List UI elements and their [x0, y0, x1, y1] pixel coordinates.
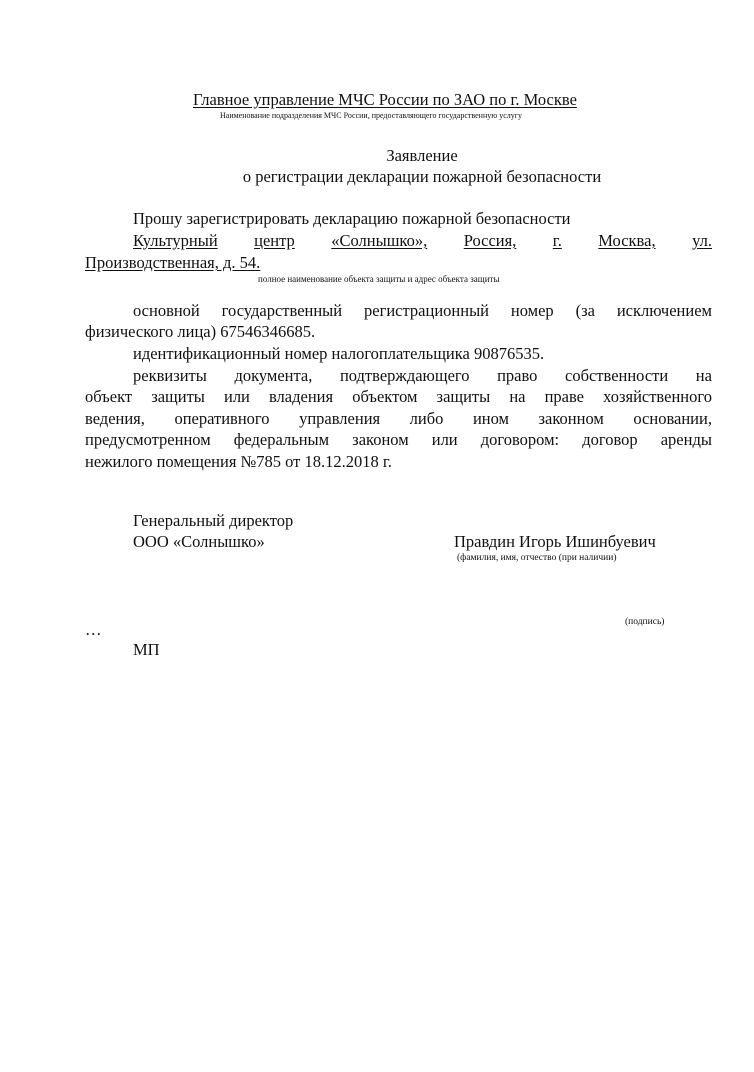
word: Москва,: [598, 231, 656, 250]
requisites-line-5: нежилого помещения №785 от 18.12.2018 г.: [85, 452, 392, 471]
word: управления: [299, 409, 381, 428]
object-name-line-1: [133, 231, 712, 251]
requisites-line-3: [85, 409, 712, 429]
signature-caption: (подпись): [625, 617, 665, 627]
word: предусмотренном: [85, 430, 211, 449]
word: защиты: [151, 387, 205, 406]
word: договором:: [480, 430, 560, 449]
word: либо: [409, 409, 444, 428]
word: собственности: [565, 366, 669, 385]
word: основании,: [633, 409, 712, 428]
word: хозяйственного: [603, 387, 712, 406]
inn-line: идентификационный номер налогоплательщика 90876535.: [133, 344, 545, 363]
word: владения: [268, 387, 334, 406]
signer-position: Генеральный директор: [133, 511, 294, 530]
signer-full-name: Правдин Игорь Ишинбуевич: [454, 532, 656, 551]
word: основной: [133, 301, 200, 320]
word: право: [497, 366, 538, 385]
requisites-line-1: [85, 366, 712, 386]
document-title: Заявление: [386, 146, 458, 165]
name-caption: (фамилия, имя, отчество (при наличии): [457, 553, 617, 563]
ellipsis: …: [85, 620, 102, 639]
object-caption: полное наименование объекта защиты и адрес объекта защиты: [258, 274, 500, 284]
word: или: [223, 387, 250, 406]
word: подтверждающего: [339, 366, 470, 385]
word: федеральным: [233, 430, 330, 449]
word: исключением: [616, 301, 712, 320]
word: аренды: [660, 430, 712, 449]
word: или: [431, 430, 458, 449]
word: объект: [85, 387, 133, 406]
word: реквизиты: [133, 366, 207, 385]
word: регистрационный: [364, 301, 489, 320]
word: (за: [575, 301, 595, 320]
word: центр: [254, 231, 295, 250]
word: защиты: [436, 387, 491, 406]
authority-name: Главное управление МЧС России по ЗАО по г. Москве: [193, 90, 577, 109]
word: «Солнышко»,: [331, 231, 428, 250]
word: законом: [352, 430, 409, 449]
authority-caption: Наименование подразделения МЧС России, предоставляющего государственную услугу: [220, 111, 523, 120]
object-name-line-2: Производственная, д. 54.: [85, 253, 261, 272]
word: договор: [582, 430, 638, 449]
ogrn-line-2: физического лица) 67546346685.: [85, 322, 316, 341]
word: Культурный: [133, 231, 218, 250]
word: документа,: [234, 366, 313, 385]
word: праве: [544, 387, 584, 406]
word: ул.: [692, 231, 712, 250]
word: оперативного: [174, 409, 270, 428]
signer-organization: ООО «Солнышко»: [133, 532, 265, 551]
request-line: Прошу зарегистрировать декларацию пожарной безопасности: [133, 209, 571, 228]
word: государственный: [221, 301, 343, 320]
ogrn-line-1: [85, 301, 712, 321]
requisites-line-4: [85, 430, 712, 450]
word: законном: [538, 409, 604, 428]
word: номер: [510, 301, 554, 320]
word: на: [695, 366, 712, 385]
word: г.: [552, 231, 562, 250]
word: ином: [472, 409, 509, 428]
word: Россия,: [463, 231, 517, 250]
word: ведения,: [85, 409, 145, 428]
word: на: [509, 387, 526, 406]
stamp-label: МП: [133, 640, 160, 659]
document-subtitle: о регистрации декларации пожарной безопасности: [242, 167, 602, 186]
requisites-line-2: [85, 387, 712, 407]
word: объектом: [352, 387, 418, 406]
